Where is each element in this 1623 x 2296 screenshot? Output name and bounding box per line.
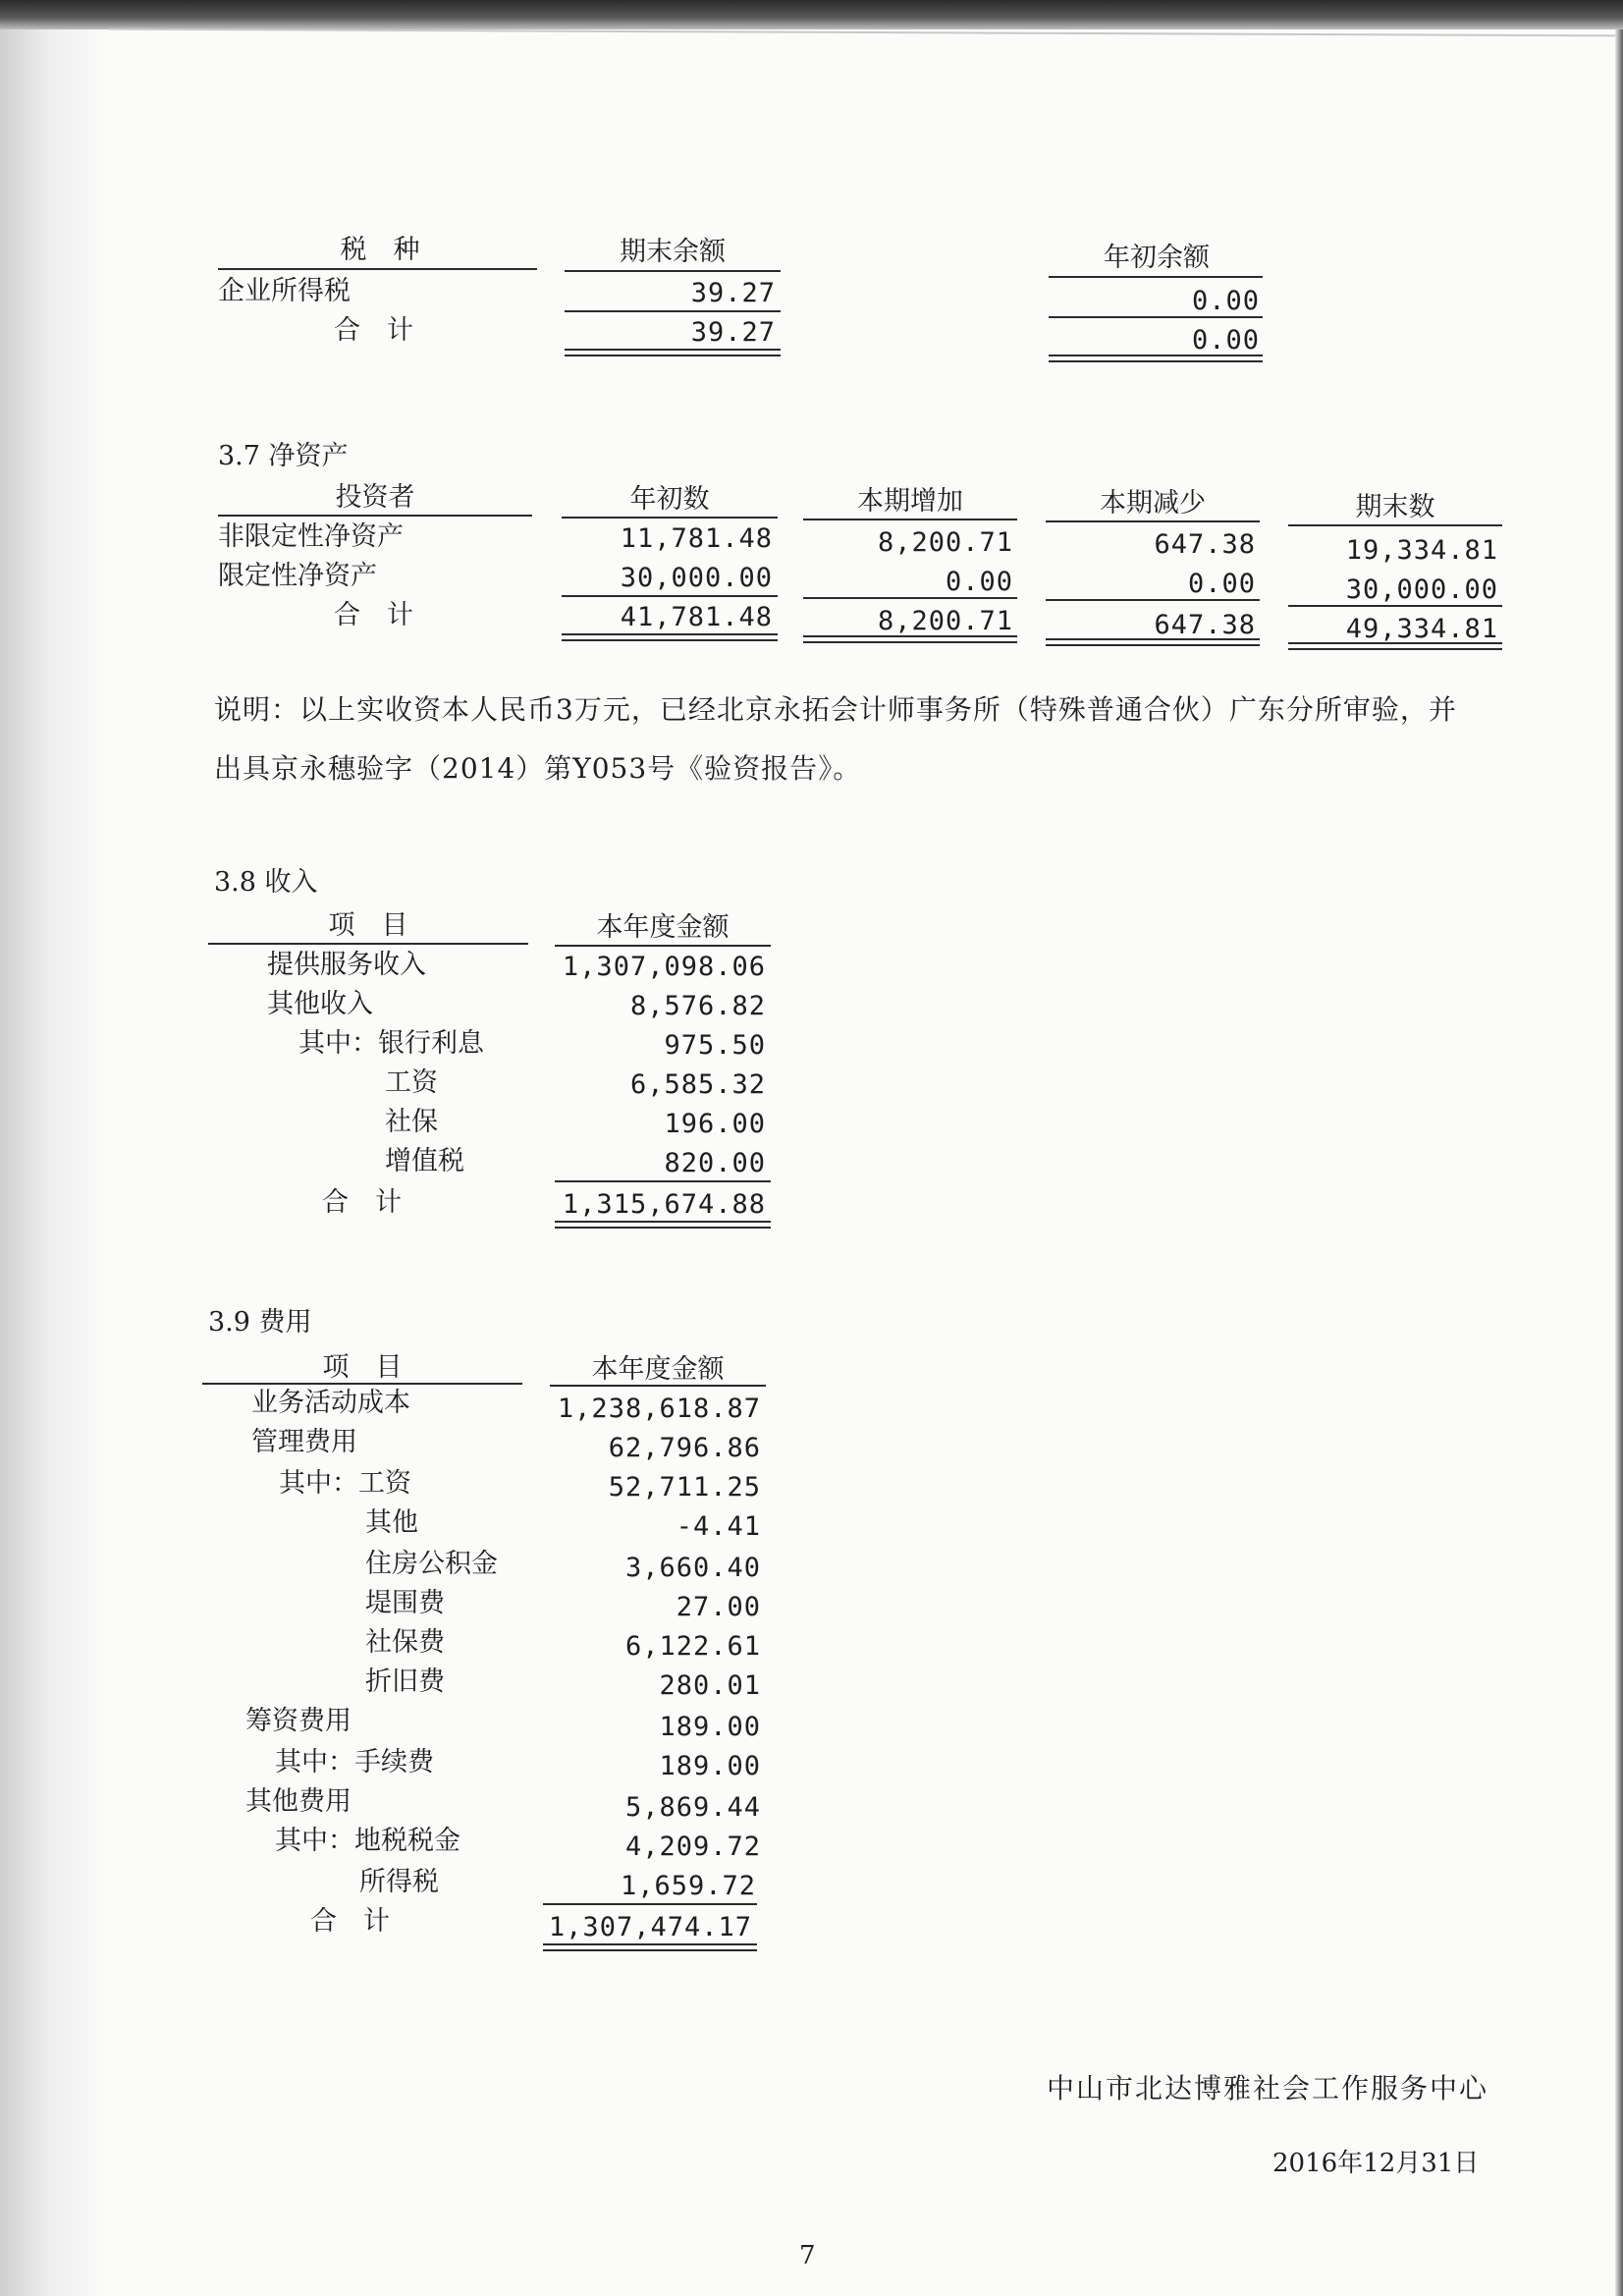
net-subtotal-rule [562, 595, 778, 597]
income-row-amount: 975.50 [664, 1030, 766, 1061]
net-header-rule [803, 519, 1017, 520]
expenses-row-label: 其他费用 [245, 1786, 352, 1817]
net-row-decrease: 0.00 [1187, 569, 1256, 599]
income-header-rule [555, 945, 771, 947]
income-row-amount: 8,576.82 [629, 991, 766, 1021]
net-total-end: 49,334.81 [1345, 614, 1498, 644]
net-total-begin: 41,781.48 [620, 602, 773, 632]
net-row-label: 限定性净资产 [218, 561, 377, 591]
expenses-row-amount: 1,238,618.87 [557, 1394, 761, 1424]
expenses-row-amount: 5,869.44 [624, 1792, 761, 1823]
net-total-double-rule [1288, 642, 1502, 650]
net-row-label: 非限定性净资产 [218, 521, 404, 552]
expenses-row-label: 住房公积金 [365, 1549, 498, 1579]
expenses-row-label: 管理费用 [251, 1427, 357, 1457]
net-row-increase: 8,200.71 [877, 527, 1013, 558]
net-row-begin: 30,000.00 [620, 563, 773, 593]
expenses-header-item: 项 目 [322, 1352, 403, 1383]
expenses-header-rule [202, 1383, 522, 1385]
expenses-header-amount: 本年度金额 [591, 1354, 725, 1385]
expenses-row-amount: 280.01 [659, 1670, 761, 1701]
scan-edge-right [1615, 29, 1623, 2296]
expenses-total-label: 合 计 [310, 1906, 390, 1937]
expenses-total-amount: 1,307,474.17 [548, 1912, 752, 1942]
expenses-header-rule [550, 1385, 766, 1387]
net-total-increase: 8,200.71 [877, 606, 1013, 636]
expenses-row-amount: 1,659.72 [620, 1871, 756, 1901]
tax-header-type: 税 种 [340, 235, 420, 265]
page-number: 7 [799, 2241, 816, 2270]
net-total-label: 合 计 [334, 600, 413, 630]
net-subtotal-rule [1046, 599, 1260, 601]
net-total-decrease: 647.38 [1154, 610, 1256, 640]
expenses-subtotal-rule [543, 1903, 757, 1905]
income-header-rule [208, 943, 528, 945]
expenses-row-label: 所得税 [359, 1867, 439, 1897]
expenses-row-amount: 6,122.61 [624, 1631, 761, 1662]
income-row-label: 提供服务收入 [267, 950, 426, 980]
tax-header-end: 期末余额 [620, 237, 726, 267]
net-header-rule [1288, 524, 1502, 526]
net-header-decrease: 本期减少 [1100, 488, 1206, 519]
net-header-investor: 投资者 [335, 482, 415, 513]
expenses-row-label: 业务活动成本 [251, 1388, 410, 1418]
tax-subtotal-rule [565, 310, 781, 312]
note-line-2: 出具京永穗验字（2014）第Y053号《验资报告》。 [214, 752, 862, 785]
income-header-item: 项 目 [328, 910, 408, 941]
tax-header-rule [218, 268, 537, 270]
footer-organization: 中山市北达博雅社会工作服务中心 [1047, 2072, 1489, 2105]
net-row-decrease: 647.38 [1154, 529, 1256, 560]
expenses-row-label: 折旧费 [365, 1667, 445, 1697]
expenses-row-label: 筹资费用 [245, 1706, 352, 1736]
tax-header-begin: 年初余额 [1104, 243, 1210, 273]
income-total-label: 合 计 [322, 1187, 402, 1218]
expenses-row-amount: 3,660.40 [624, 1553, 761, 1583]
expenses-row-label: 其他 [365, 1507, 418, 1538]
income-row-amount: 1,307,098.06 [562, 952, 766, 982]
income-row-label: 其中：银行利息 [298, 1028, 484, 1059]
net-header-increase: 本期增加 [857, 486, 963, 517]
expenses-row-label: 其中：手续费 [275, 1747, 434, 1777]
expenses-row-amount: 52,711.25 [608, 1472, 761, 1503]
net-total-double-rule [1046, 638, 1260, 646]
tax-header-rule [565, 270, 781, 272]
tax-subtotal-rule [1049, 316, 1263, 318]
expenses-row-label: 其中：地税税金 [275, 1826, 460, 1856]
net-row-begin: 11,781.48 [620, 523, 773, 554]
expenses-row-label: 社保费 [365, 1627, 445, 1658]
expenses-title: 3.9 费用 [208, 1307, 312, 1338]
income-row-label: 其他收入 [267, 989, 373, 1019]
expenses-row-label: 堤围费 [365, 1588, 445, 1618]
net-subtotal-rule [1288, 605, 1502, 607]
income-row-label: 社保 [385, 1107, 438, 1137]
tax-total-end: 39.27 [690, 317, 776, 348]
tax-total-label: 合 计 [334, 315, 413, 346]
net-row-end: 19,334.81 [1345, 535, 1498, 566]
income-subtotal-rule [555, 1180, 771, 1182]
scan-edge-left [0, 29, 108, 2296]
income-row-label: 工资 [385, 1067, 438, 1098]
net-total-double-rule [562, 633, 778, 641]
expenses-row-amount: 27.00 [676, 1592, 761, 1622]
footer-date: 2016年12月31日 [1272, 2149, 1480, 2178]
tax-total-double-rule [1049, 355, 1263, 362]
income-row-amount: 820.00 [664, 1148, 766, 1178]
tax-total-double-rule [565, 349, 781, 356]
tax-total-begin: 0.00 [1191, 325, 1260, 355]
income-total-double-rule [555, 1221, 771, 1229]
expenses-row-amount: 4,209.72 [624, 1831, 761, 1862]
net-row-end: 30,000.00 [1345, 574, 1498, 605]
income-title: 3.8 收入 [214, 867, 318, 898]
expenses-row-label: 其中：工资 [279, 1468, 411, 1499]
income-total-amount: 1,315,674.88 [562, 1189, 766, 1220]
income-row-amount: 196.00 [664, 1109, 766, 1139]
net-total-double-rule [803, 635, 1017, 643]
income-header-amount: 本年度金额 [596, 912, 730, 943]
net-subtotal-rule [803, 597, 1017, 599]
net-row-increase: 0.00 [945, 567, 1013, 597]
income-row-amount: 6,585.32 [629, 1069, 766, 1100]
tax-header-rule [1049, 276, 1263, 278]
scan-edge-top [0, 0, 1623, 29]
income-row-label: 增值税 [385, 1146, 464, 1176]
net-header-end: 期末数 [1355, 492, 1435, 522]
expenses-total-double-rule [543, 1943, 757, 1951]
tax-row-begin: 0.00 [1191, 286, 1260, 316]
net-header-begin: 年初数 [629, 484, 710, 515]
expenses-row-amount: 189.00 [659, 1712, 761, 1742]
net-header-rule [1046, 520, 1260, 522]
tax-row-end: 39.27 [690, 278, 776, 308]
expenses-row-amount: 189.00 [659, 1751, 761, 1781]
note-line-1: 说明：以上实收资本人民币3万元，已经北京永拓会计师事务所（特殊普通合伙）广东分所审验，并 [214, 693, 1457, 726]
tax-row-label: 企业所得税 [218, 276, 351, 306]
expenses-row-amount: -4.41 [676, 1511, 761, 1542]
net-header-rule [562, 517, 778, 519]
net-assets-title: 3.7 净资产 [218, 441, 349, 471]
net-header-rule [218, 515, 532, 517]
expenses-row-amount: 62,796.86 [608, 1433, 761, 1463]
